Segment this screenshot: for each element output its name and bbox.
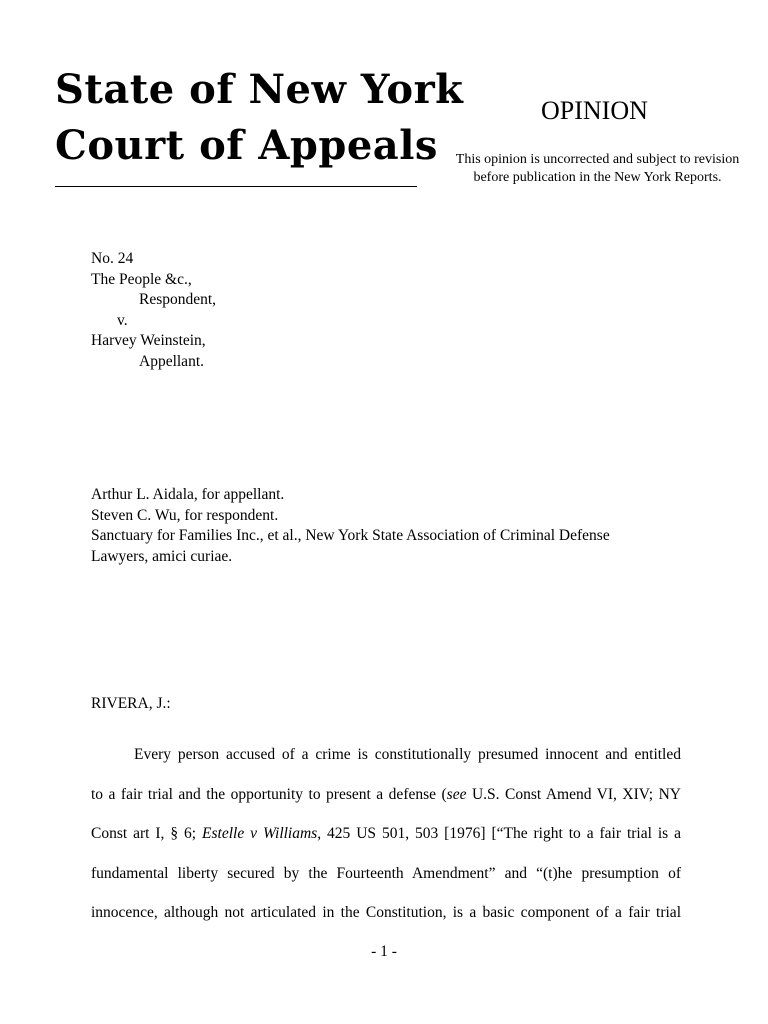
counsel-line: Lawyers, amici curiae. (91, 547, 233, 565)
case-caption (91, 249, 216, 372)
opinion-heading: OPINION (541, 96, 648, 125)
title-underline (55, 186, 417, 187)
body-line: to a fair trial and the opportunity to present a defense (see U.S. Const Amend VI, XIV; NY (91, 785, 681, 803)
body-line: fundamental liberty secured by the Fourteenth Amendment” and “(t)he presumption of (91, 864, 681, 882)
counsel-list (91, 485, 691, 567)
defendant-name: Harvey Weinstein, (91, 332, 206, 349)
authoring-judge: RIVERA, J.: (91, 695, 171, 712)
versus-label: v. (117, 311, 128, 329)
opinion-body (91, 735, 681, 933)
plaintiff-name: The People &c., (91, 270, 192, 288)
counsel-line: Steven C. Wu, for respondent. (91, 506, 279, 524)
counsel-line: Arthur L. Aidala, for appellant. (91, 486, 285, 503)
counsel-line: Sanctuary for Families Inc., et al., New York State Association of Criminal Defense (91, 527, 610, 544)
revision-note: This opinion is uncorrected and subject to revision before publication in the New York Reports. (455, 152, 740, 185)
body-line: Const art I, § 6; Estelle v Williams, 425 US 501, 503 [1976] [“The right to a fair trial is a (91, 825, 681, 842)
docket-number: No. 24 (91, 250, 134, 267)
court-title (55, 62, 464, 174)
body-line: innocence, although not articulated in the Constitution, is a basic component of a fair trial (91, 904, 681, 921)
court-title-line-state: State of New York (55, 66, 464, 113)
court-title-line-court: Court of Appeals (55, 122, 438, 169)
plaintiff-role: Respondent, (139, 291, 217, 308)
page-number: - 1 - (371, 943, 397, 960)
body-line: Every person accused of a crime is constitutionally presumed innocent and entitled (134, 746, 681, 763)
defendant-role: Appellant. (139, 352, 204, 370)
